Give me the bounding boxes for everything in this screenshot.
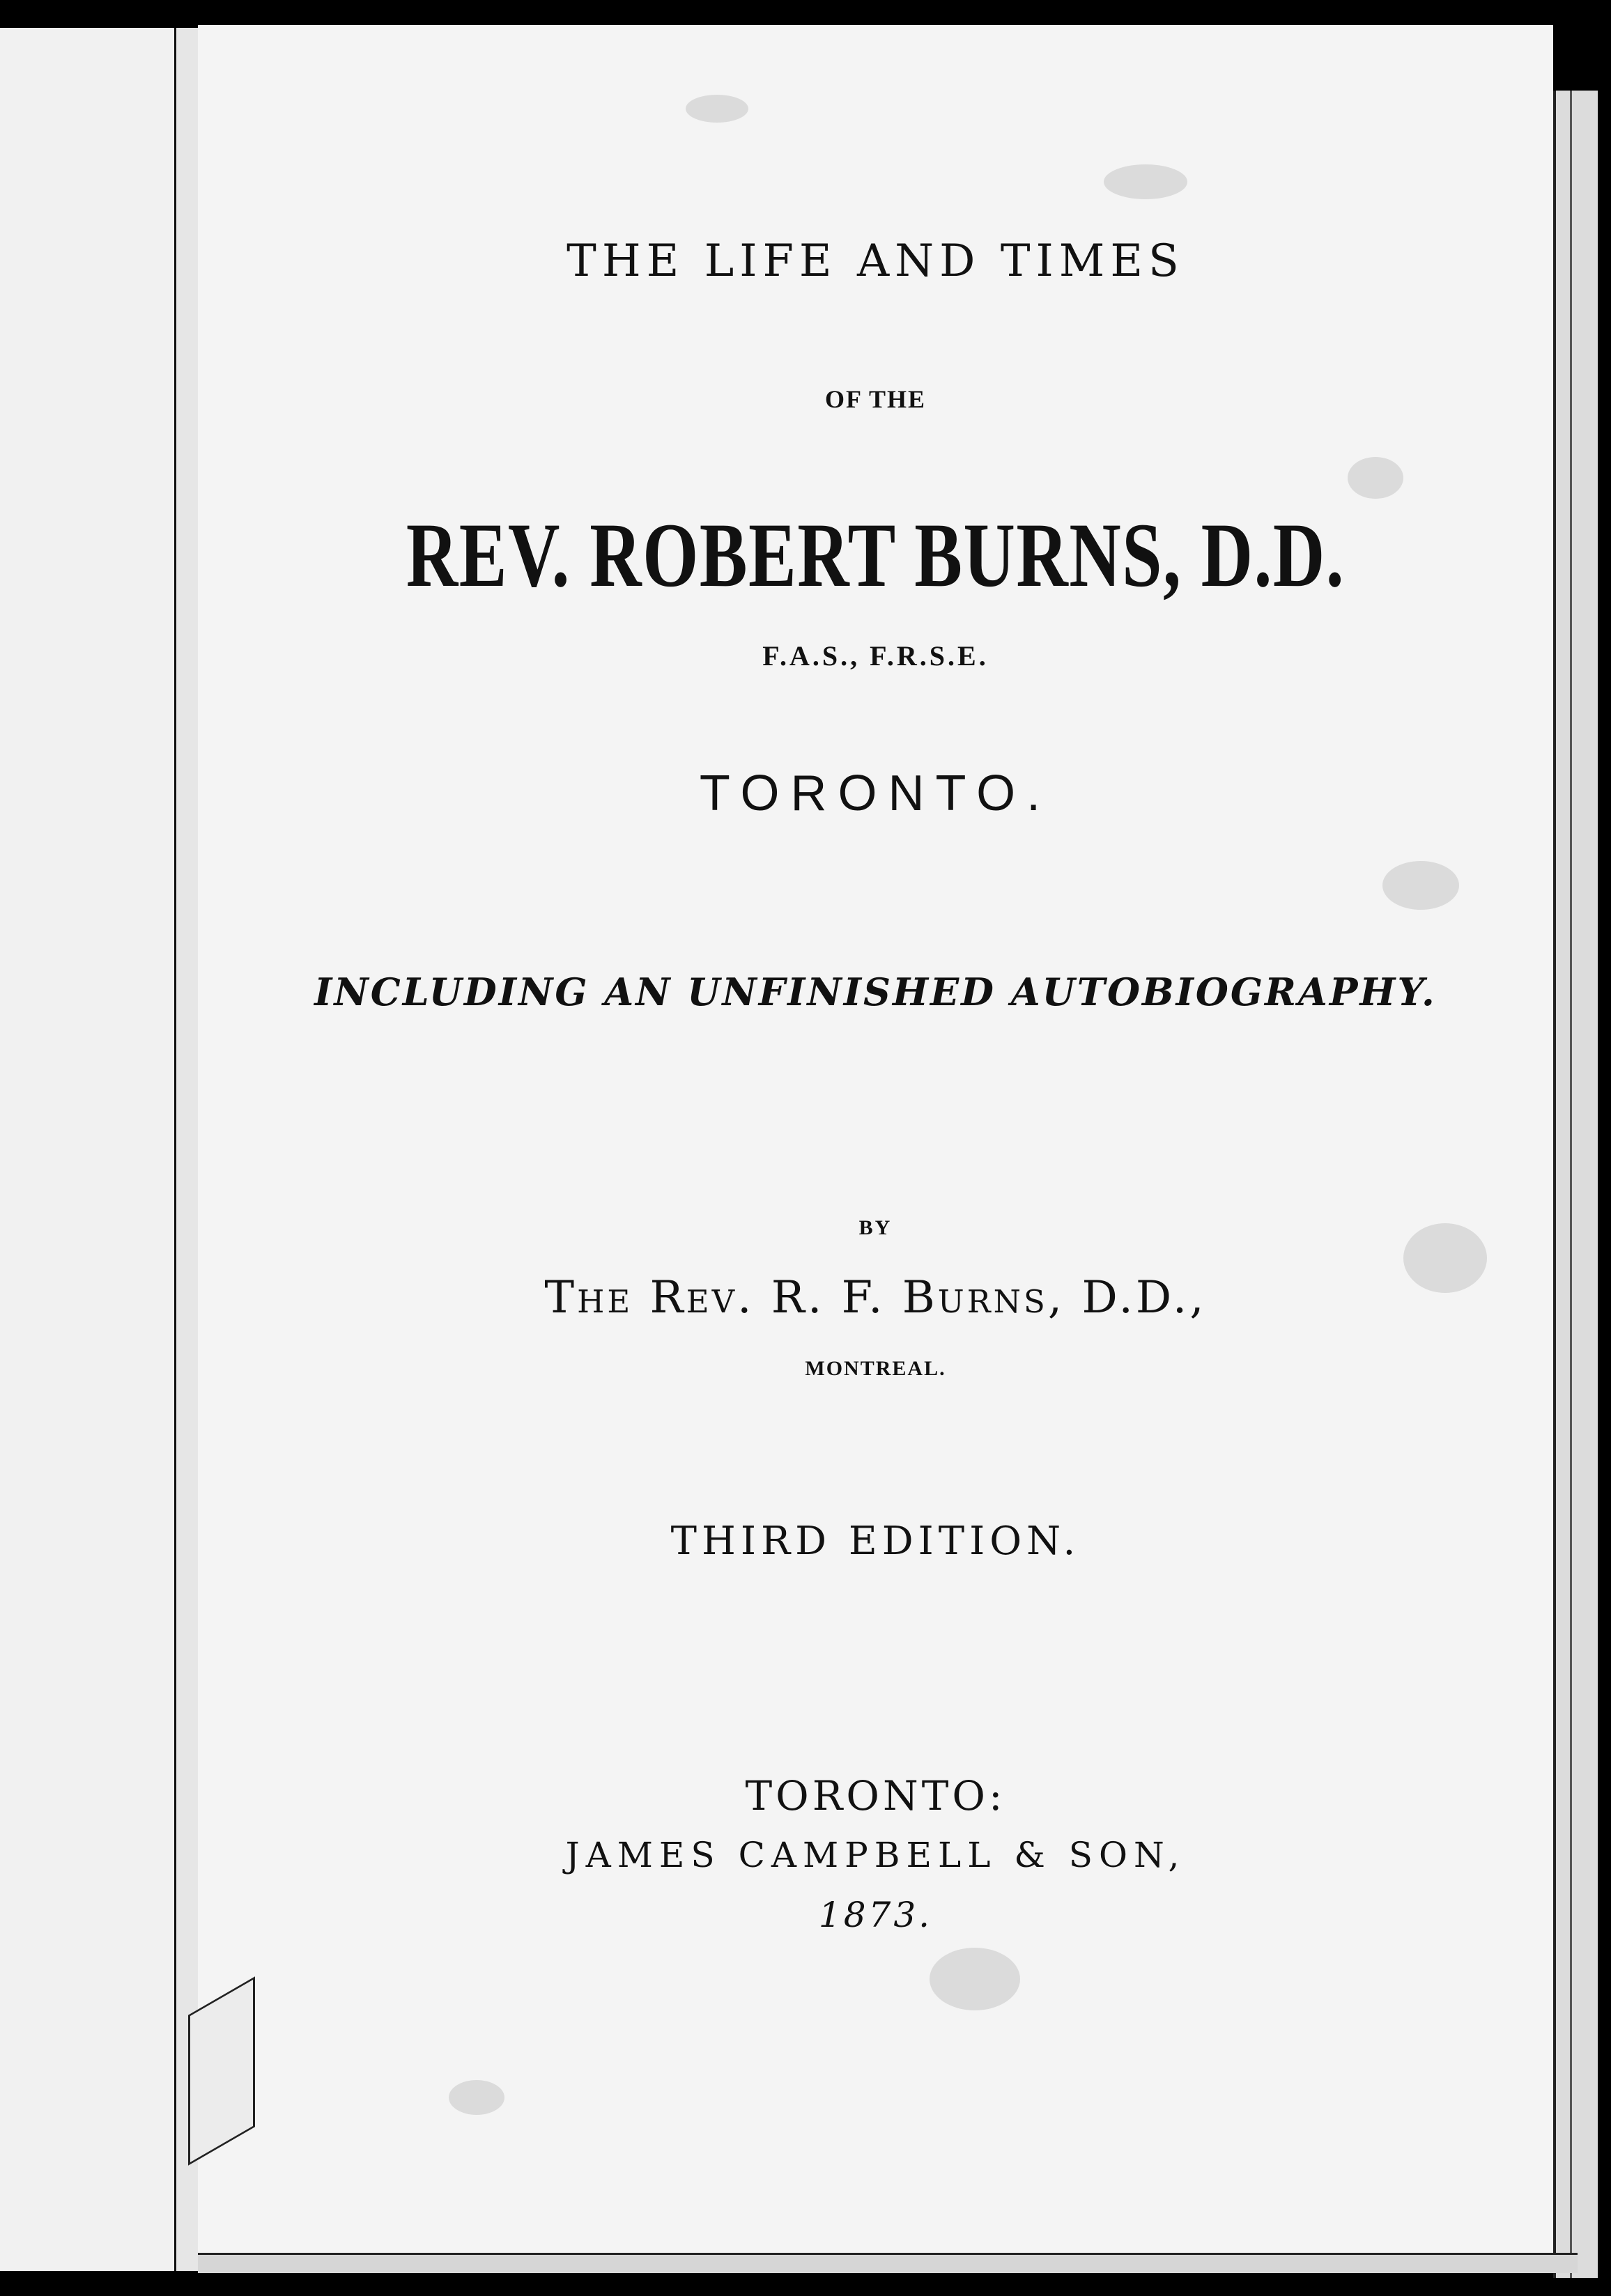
subject-name: REV. ROBERT BURNS, D.D.	[406, 504, 1346, 606]
subject-honours: F.A.S., F.R.S.E.	[762, 640, 989, 672]
author-place: MONTREAL.	[805, 1357, 946, 1380]
publisher: JAMES CAMPBELL & SON,	[565, 1835, 1186, 1875]
edition: THIRD EDITION.	[670, 1519, 1081, 1564]
page-edge-bottom	[198, 2253, 1578, 2273]
foxing-spot	[686, 95, 748, 123]
page-edge-right	[1553, 91, 1598, 2278]
foxing-spot	[1348, 457, 1403, 499]
title-line-1: THE LIFE AND TIMES	[566, 235, 1185, 287]
subtitle: INCLUDING AN UNFINISHED AUTOBIOGRAPHY.	[314, 970, 1437, 1014]
imprint-city: TORONTO:	[745, 1772, 1006, 1820]
foxing-spot	[449, 2080, 504, 2115]
facing-page	[0, 28, 188, 2271]
subject-place: TORONTO.	[699, 766, 1052, 821]
title-line-2: OF THE	[824, 385, 927, 413]
foxing-spot	[930, 1948, 1020, 2010]
foxing-spot	[1382, 861, 1459, 910]
publication-year: 1873.	[818, 1895, 933, 1935]
foxing-spot	[1104, 164, 1187, 199]
author-name: The Rev. R. F. Burns, D.D.,	[544, 1272, 1207, 1324]
by-line: BY	[858, 1216, 893, 1239]
